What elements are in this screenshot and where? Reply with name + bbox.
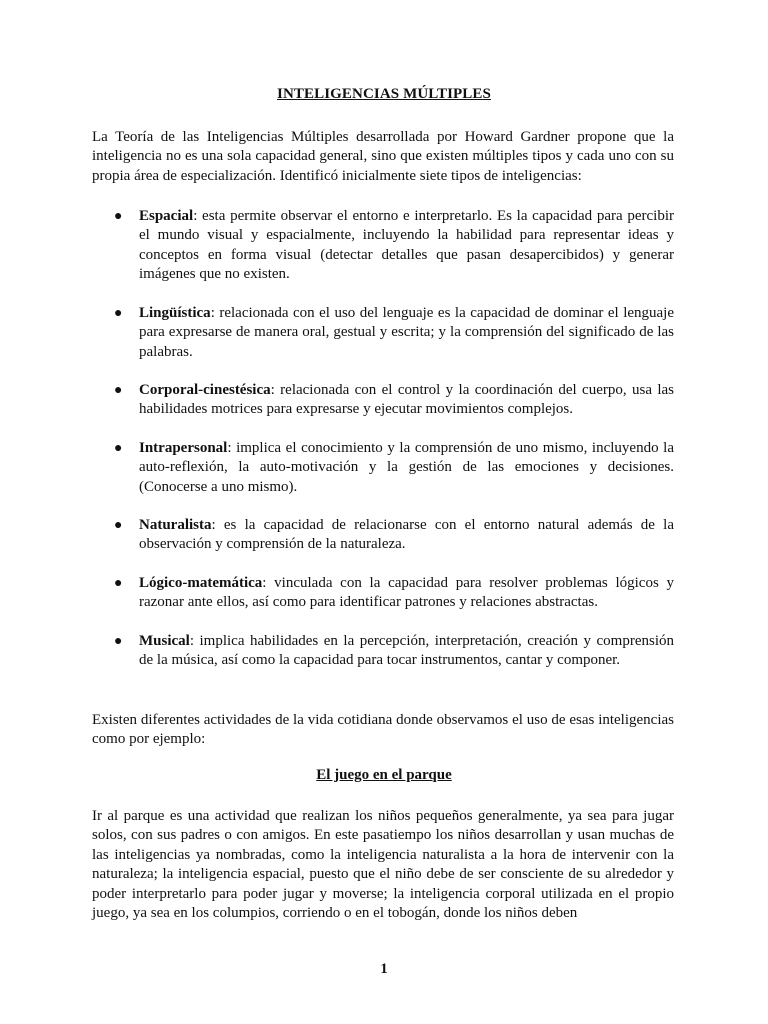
list-item	[114, 516, 674, 555]
intelligence-description: : relacionada con el uso del lenguaje es la capacidad de dominar el lenguaje para expresarse de manera oral, gestual y escrita; y la comprensión del significado de las palabras.	[139, 305, 674, 360]
page-number: 1	[380, 961, 388, 977]
list-item	[114, 632, 674, 671]
document-title: INTELIGENCIAS MÚLTIPLES	[277, 86, 491, 102]
intelligence-description: : relacionada con el control y la coordinación del cuerpo, usa las habilidades motrices para expresarse y ejecutar movimientos complejos.	[139, 382, 674, 418]
list-item	[114, 207, 674, 285]
intelligence-description: : es la capacidad de relacionarse con el entorno natural además de la observación y comprensión de la naturaleza.	[139, 517, 674, 553]
intelligence-term: Lingüística	[139, 305, 211, 321]
section-paragraph: Ir al parque es una actividad que realizan los niños pequeños generalmente, ya sea para jugar solos, con sus padres o con amigos. En este pasatiempo los niños desarrollan y usan muchas de las inteligencias ya nombradas, como la inteligencia naturalista a la hora de intervenir con la naturaleza; la inteligencia espacial, puesto que el niño debe de ser consciente de su alrededor y poder interpretarlo para poder jugar y moverse; la inteligencia corporal utilizada en el propio juego, ya sea en los columpios, corriendo o en el tobogán, donde los niños deben	[92, 808, 674, 922]
bullet-icon: ●	[114, 306, 123, 321]
bullet-icon: ●	[114, 383, 123, 398]
section-title: El juego en el parque	[316, 767, 452, 783]
bullet-icon: ●	[114, 576, 123, 591]
intelligence-term: Corporal-cinestésica	[139, 382, 271, 398]
intelligence-description: : implica habilidades en la percepción, interpretación, creación y comprensión de la música, así como la capacidad para tocar instrumentos, cantar y componer.	[139, 633, 674, 669]
list-item	[114, 381, 674, 420]
list-item	[114, 574, 674, 613]
list-item	[114, 304, 674, 362]
closing-paragraph: Existen diferentes actividades de la vida cotidiana donde observamos el uso de esas inteligencias como por ejemplo:	[92, 712, 674, 748]
bullet-icon: ●	[114, 441, 123, 456]
intelligence-description: : esta permite observar el entorno e interpretarlo. Es la capacidad para percibir el mundo visual y espacialmente, incluyendo la habilidad para representar ideas y conceptos en forma visual (detectar detalles que pasan desapercibidos) y generar imágenes que no existen.	[139, 208, 674, 283]
intelligence-description: : vinculada con la capacidad para resolver problemas lógicos y razonar ante ellos, así como para identificar patrones y relaciones abstractas.	[139, 575, 674, 611]
list-item	[114, 439, 674, 497]
intelligence-term: Naturalista	[139, 517, 212, 533]
bullet-icon: ●	[114, 518, 123, 533]
bullet-icon: ●	[114, 634, 123, 649]
intro-paragraph: La Teoría de las Inteligencias Múltiples desarrollada por Howard Gardner propone que la inteligencia no es una sola capacidad general, sino que existen múltiples tipos y cada uno con su propia área de especialización. Identificó inicialmente siete tipos de inteligencias:	[92, 129, 674, 184]
bullet-icon: ●	[114, 209, 123, 224]
intelligence-term: Lógico-matemática	[139, 575, 263, 591]
intelligence-term: Musical	[139, 633, 190, 649]
intelligence-term: Intrapersonal	[139, 440, 228, 456]
intelligence-term: Espacial	[139, 208, 194, 224]
intelligence-description: : implica el conocimiento y la comprensión de uno mismo, incluyendo la auto-reflexión, la auto-motivación y la gestión de las emociones y decisiones. (Conocerse a uno mismo).	[139, 440, 674, 495]
